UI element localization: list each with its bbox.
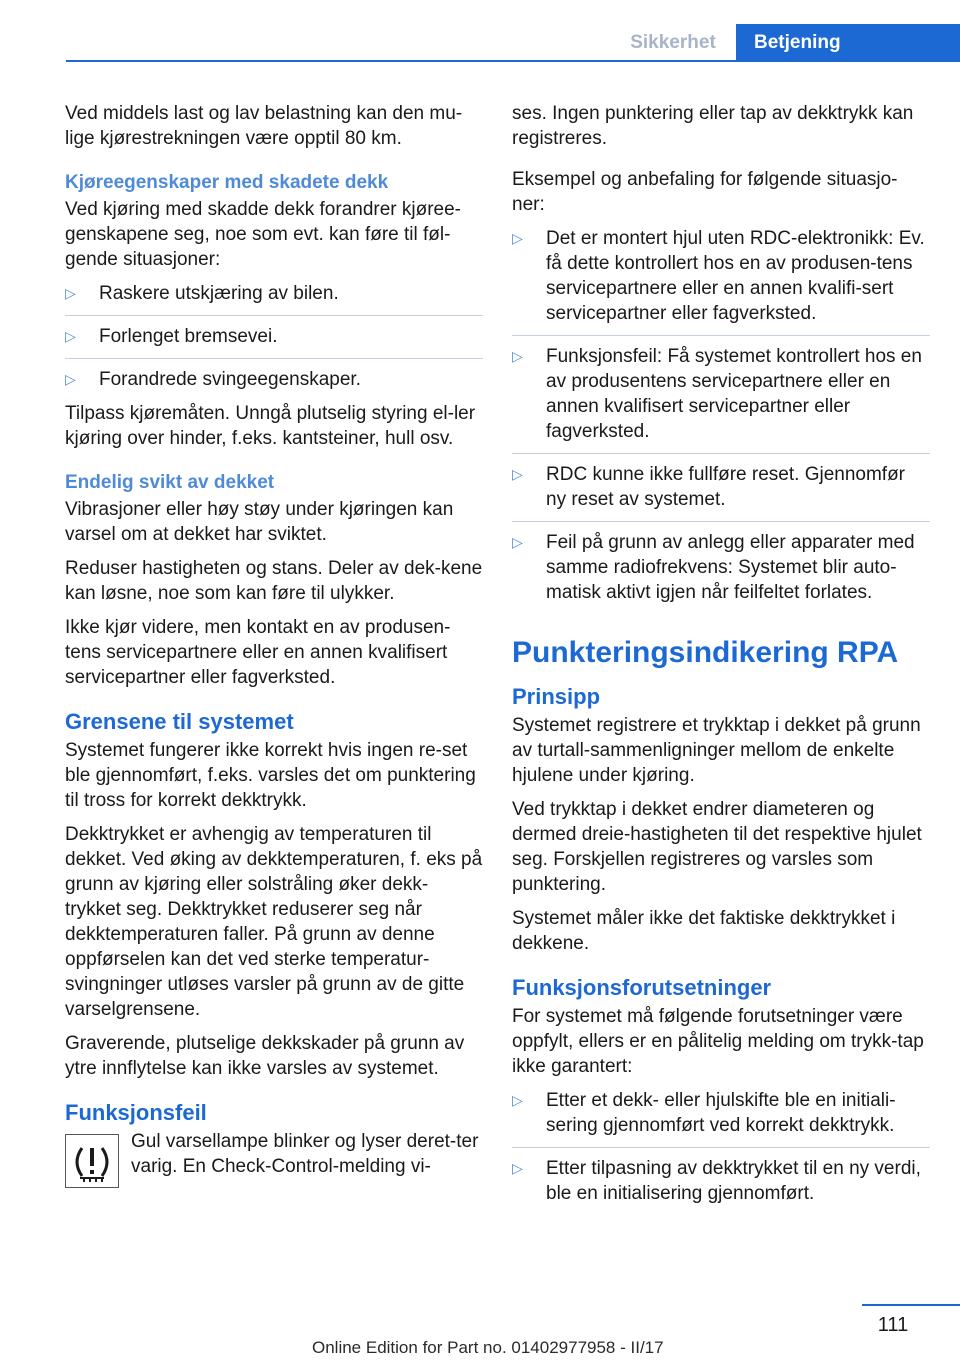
paragraph: Ved middels last og lav belastning kan den mu‐lige kjørestrekningen være opptil 80 km. [65, 103, 463, 149]
bullet-list [512, 1088, 930, 1206]
malfunction-text: Gul varsellampe blinker og lyser deret‐ter varig. En Check-Control-melding vi‐ [131, 1131, 479, 1177]
bullet-triangle-icon: ▷ [512, 230, 523, 246]
bullet-triangle-icon: ▷ [512, 466, 523, 482]
list-item: ▷ Funksjonsfeil: Få systemet kontrollert hos en av produsentens servicepartnere eller en annen kvalifisert servicepartner eller fagverksted. [512, 344, 930, 454]
tab-betjening[interactable]: Betjening [736, 24, 960, 62]
paragraph: Systemet fungerer ikke korrekt hvis ingen re‐set ble gjennomført, f.eks. varsles det om punktering til tross for korrekt dekktrykk. [65, 740, 476, 811]
paragraph: Vibrasjoner eller høy støy under kjøringen kan varsel om at dekket har sviktet. [65, 499, 454, 545]
paragraph: Dekktrykket er avhengig av temperaturen til dekket. Ved øking av dekktemperaturen, f. eks på grunn av kjøring eller solstråling øker dekk‐trykket seg. Dekktrykket reduserer seg når dekktemperaturen faller. På grunn av denne oppførselen kan det ved sterke temperatur‐svingninger utløses varsler på grunn av de gitte varselgrensene. [65, 824, 483, 1020]
heading-system-limits: Grensene til systemet [65, 709, 294, 734]
list-item: ▷ RDC kunne ikke fullføre reset. Gjennomfør ny reset av systemet. [512, 462, 930, 522]
paragraph: For systemet må følgende forutsetninger være oppfylt, ellers er en pålitelig melding om trykk‐tap ikke garantert: [512, 1006, 924, 1077]
paragraph: Systemet registrere et trykktap i dekket på grunn av turtall-sammenligninger mellom de enkelte hjulene under kjøring. [512, 715, 921, 786]
heading-requirements: Funksjonsforutsetninger [512, 975, 772, 1000]
bullet-triangle-icon: ▷ [65, 328, 76, 344]
paragraph: Graverende, plutselige dekkskader på grunn av ytre innflytelse kan ikke varsles av systemet. [65, 1033, 465, 1079]
bullet-triangle-icon: ▷ [65, 371, 76, 387]
subheading-damaged-tires: Kjøreegenskaper med skadete dekk [65, 172, 389, 193]
paragraph: Ikke kjør videre, men kontakt en av produsen‐tens servicepartnere eller en annen kvalifisert servicepartner eller fagverksted. [65, 617, 451, 688]
list-item: ▷ Forandrede svingeegenskaper. [65, 369, 361, 390]
malfunction-note [65, 1129, 483, 1189]
list-item: ▷ Etter tilpasning av dekktrykket til en ny verdi, ble en initialisering gjennomført. [512, 1158, 921, 1204]
bullet-triangle-icon: ▷ [512, 1160, 523, 1176]
list-item: ▷ Feil på grunn av anlegg eller apparater med samme radiofrekvens: Systemet blir auto‐matisk aktivt igjen når feilfeltet forlates. [512, 532, 915, 603]
subheading-tire-failure: Endelig svikt av dekket [65, 472, 275, 493]
left-column [65, 101, 483, 1189]
bullet-triangle-icon: ▷ [512, 348, 523, 364]
bullet-triangle-icon: ▷ [65, 285, 76, 301]
list-item: ▷ Etter et dekk- eller hjulskifte ble en initiali‐sering gjennomført ved korrekt dekktrykk. [512, 1088, 930, 1148]
paragraph: Ved trykktap i dekket endrer diameteren og dermed dreie-hastigheten til det respektive hjulet seg. Forskjellen registreres og varsles som punktering. [512, 799, 922, 895]
paragraph: Ved kjøring med skadde dekk forandrer kjøree‐genskapene seg, noe som evt. kan føre til føl‐gende situasjoner: [65, 199, 462, 270]
paragraph: Reduser hastigheten og stans. Deler av dek‐kene kan løsne, noe som kan føre til ulykker. [65, 558, 483, 604]
bullet-triangle-icon: ▷ [512, 534, 523, 550]
list-item: ▷ Det er montert hjul uten RDC-elektronikk: Ev. få dette kontrollert hos en av produsen‐tens servicepartnere eller en annen kvalifi‐sert servicepartner eller fagverksted. [512, 226, 930, 336]
bullet-triangle-icon: ▷ [512, 1092, 523, 1108]
paragraph: Tilpass kjøremåten. Unngå plutselig styring el‐ler kjøring over hinder, f.eks. kantsteiner, hull osv. [65, 403, 476, 449]
footer-rule [862, 1304, 960, 1306]
paragraph: Systemet måler ikke det faktiske dekktrykket i dekkene. [512, 908, 896, 954]
heading-rpa: Punkteringsindikering RPA [512, 636, 899, 669]
heading-malfunction: Funksjonsfeil [65, 1100, 207, 1125]
tab-sikkerhet[interactable]: Sikkerhet [630, 32, 716, 53]
paragraph: ses. Ingen punktering eller tap av dekktrykk kan registreres. [512, 103, 914, 149]
paragraph: Eksempel og anbefaling for følgende situasjo‐ner: [512, 169, 898, 215]
tire-pressure-warning-icon [65, 1134, 119, 1188]
bullet-list [512, 226, 930, 605]
page-number: 111 [877, 1314, 909, 1336]
list-item: ▷ Forlenget bremsevei. [65, 324, 483, 359]
list-item: ▷ Raskere utskjæring av bilen. [65, 281, 483, 316]
heading-principle: Prinsipp [512, 684, 601, 709]
edition-footer: Online Edition for Part no. 01402977958 - II/17 [312, 1338, 664, 1357]
right-column [512, 101, 930, 1215]
bullet-list [65, 281, 483, 392]
